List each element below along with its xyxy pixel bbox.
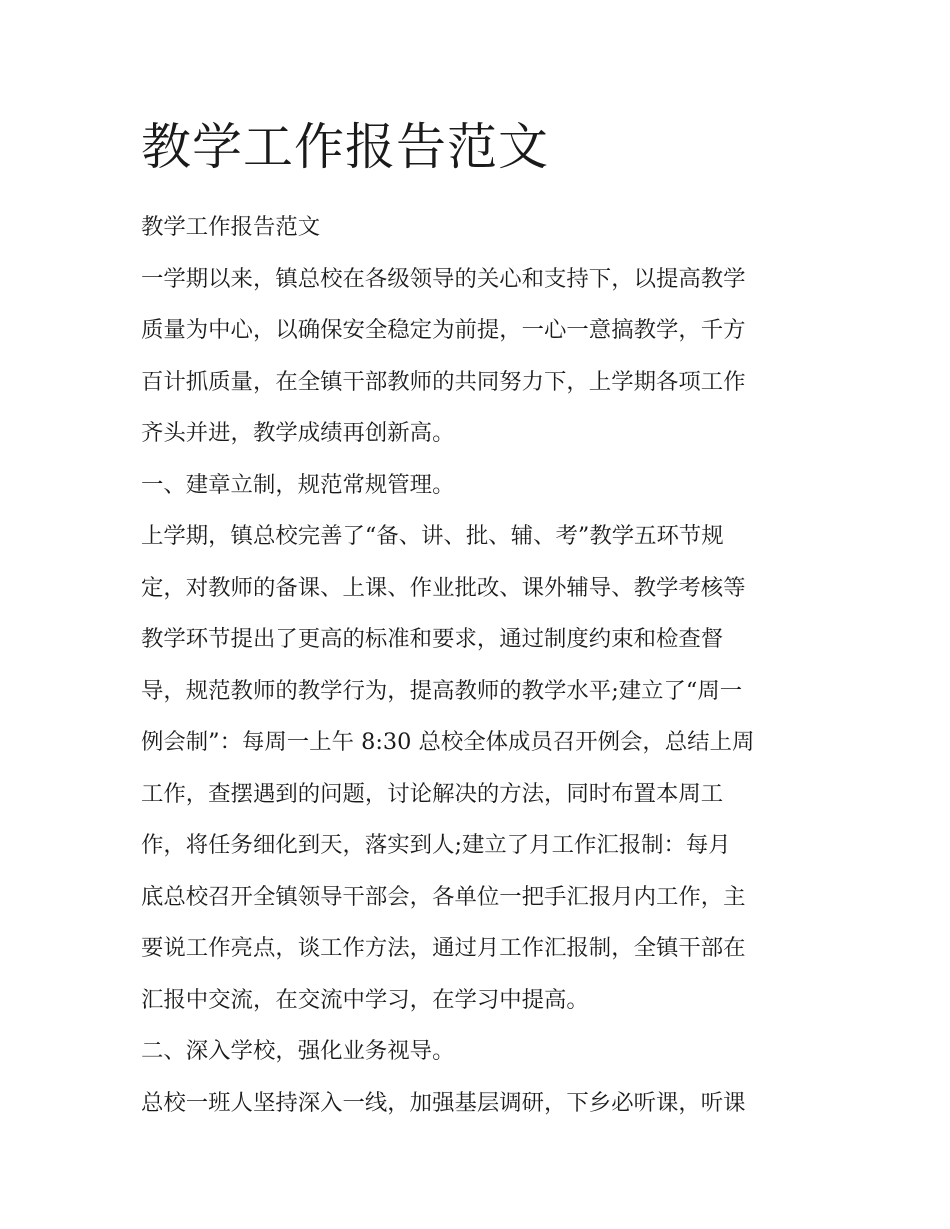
document-title: 教学工作报告范文 — [141, 118, 549, 176]
document-body — [141, 202, 813, 1129]
section-heading — [141, 460, 813, 512]
text-line: 百计抓质量，在全镇干部教师的共同努力下，上学期各项工作 — [141, 368, 746, 395]
text-line: 上学期，镇总校完善了“备、讲、批、辅、考”教学五环节规 — [141, 523, 724, 549]
text-line: 总校一班人坚持深入一线，加强基层调研，下乡必听课，听课 — [141, 1089, 746, 1116]
text-line: 一、建章立制，规范常规管理。 — [141, 471, 455, 498]
document-page — [141, 112, 813, 1129]
text-line: 一学期以来，镇总校在各级领导的关心和支持下，以提高教学 — [141, 265, 746, 292]
text-line: 质量为中心，以确保安全稳定为前提，一心一意搞教学，千方 — [141, 317, 746, 343]
text-line: 汇报中交流，在交流中学习，在学习中提高。 — [141, 986, 589, 1013]
text-line: 二、深入学校，强化业务视导。 — [141, 1038, 455, 1064]
text-line: 工作，查摆遇到的问题，讨论解决的方法，同时布置本周工 — [141, 780, 724, 807]
text-line: 齐头并进，教学成绩再创新高。 — [141, 420, 455, 446]
text-line: 底总校召开全镇领导干部会，各单位一把手汇报月内工作，主 — [141, 883, 746, 910]
text-line: 定，对教师的备课、上课、作业批改、课外辅导、教学考核等 — [141, 574, 746, 601]
body-paragraph — [141, 1078, 813, 1130]
text-line: 作，将任务细化到天，落实到人;建立了月工作汇报制：每月 — [141, 832, 731, 858]
text-line: 教学工作报告范文 — [141, 214, 321, 240]
text-line: 要说工作亮点，谈工作方法，通过月工作汇报制，全镇干部在 — [141, 935, 746, 961]
section-heading — [141, 1026, 813, 1078]
document-subtitle — [141, 202, 813, 254]
text-line: 导，规范教师的教学行为，提高教师的教学水平;建立了“周一 — [141, 677, 743, 704]
text-line: 例会制”：每周一上午 8:30 总校全体成员召开例会，总结上周 — [141, 729, 755, 755]
text-line: 教学环节提出了更高的标准和要求，通过制度约束和检查督 — [141, 626, 724, 652]
body-paragraph — [141, 511, 813, 1026]
body-paragraph — [141, 254, 813, 460]
